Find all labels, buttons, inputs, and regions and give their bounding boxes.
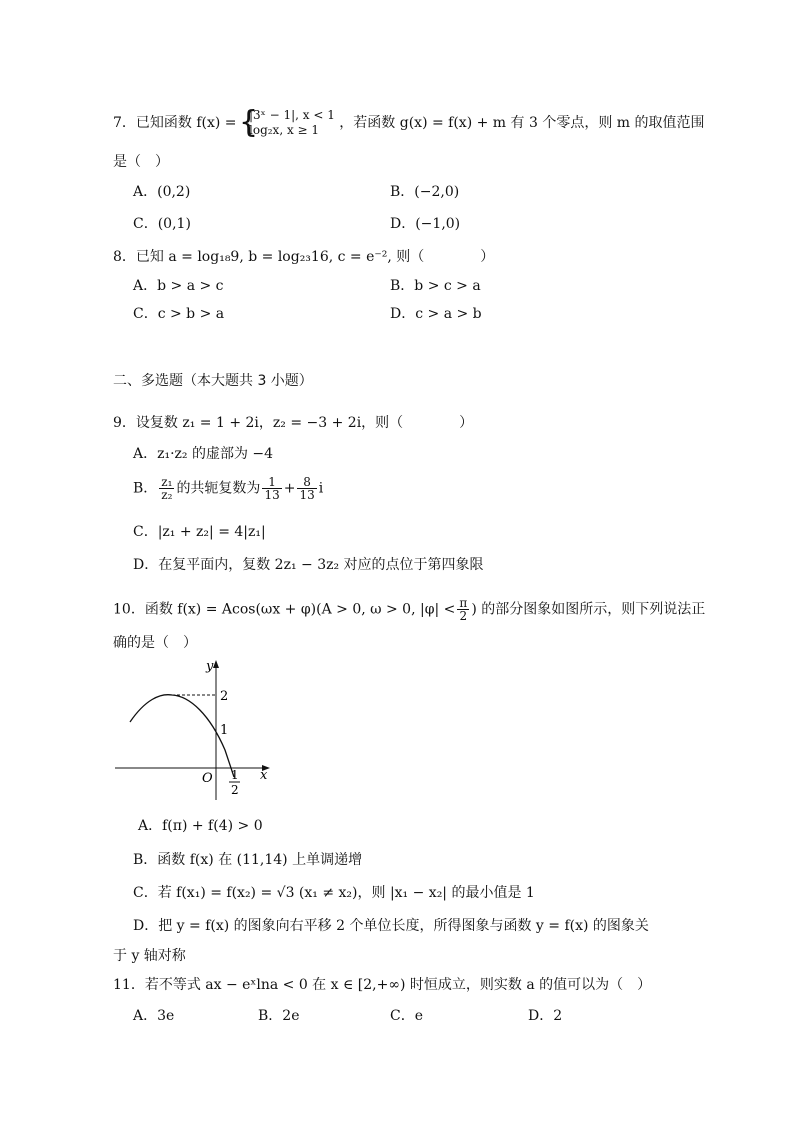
q9-stem: 9．设复数 z₁ = 1 + 2i，z₂ = −3 + 2i，则（ ） xyxy=(113,415,474,431)
q10-tick-label-2: 2 xyxy=(220,689,229,704)
q10-stem-c: 确的是（ ） xyxy=(113,635,197,651)
q9-frac-8-13 xyxy=(297,476,316,501)
q10-pi-den: 2 xyxy=(459,609,468,623)
q11-stem: 11．若不等式 ax − eˣlna < 0 在 x ∈ [2,+∞) 时恒成立，则实数 a 的值可以为（ ） xyxy=(113,977,652,993)
q10-half-den: 2 xyxy=(231,783,239,797)
q9-frac2-den: 13 xyxy=(299,488,315,502)
q9-frac1-den: 13 xyxy=(264,488,280,502)
q8-option-a: A．b > a > c xyxy=(133,278,224,294)
q10-cosine-graph xyxy=(110,655,280,800)
q9-frac-1-13 xyxy=(262,476,281,501)
q7-option-d: D．(−1,0) xyxy=(390,216,461,232)
q8-option-d: D．c > a > b xyxy=(390,306,482,322)
q9-imag-unit: i xyxy=(318,480,324,497)
q9-frac-den: z₂ xyxy=(161,488,173,502)
q11-option-a: A．3e xyxy=(133,1008,175,1024)
q7-option-b: B．(−2,0) xyxy=(390,184,460,200)
q9-frac1-num: 1 xyxy=(262,476,281,489)
q9-option-c: C．|z₁ + z₂| = 4|z₁| xyxy=(133,524,266,540)
q7-piecewise xyxy=(241,108,335,138)
q10-y-label: y xyxy=(206,659,214,674)
q10-option-d-line2: 于 y 轴对称 xyxy=(113,948,186,964)
q10-option-d-line1: D．把 y = f(x) 的图象向右平移 2 个单位长度，所得图象与函数 y = f(x) 的图象关 xyxy=(133,918,649,934)
q10-tick-label-1: 1 xyxy=(220,723,229,738)
q9-z1-over-z2 xyxy=(159,476,174,501)
q7-stem-b: ，若函数 g(x) = f(x) + m 有 3 个零点，则 m 的取值范围 xyxy=(339,115,705,131)
section-2-title: 二、多选题（本大题共 3 小题） xyxy=(113,373,313,389)
q8-option-b: B．b > c > a xyxy=(390,278,481,294)
q7-option-a: A．(0,2) xyxy=(133,184,191,200)
q10-option-b: B．函数 f(x) 在 (11,14) 上单调递增 xyxy=(133,852,363,868)
q8-option-c: C．c > b > a xyxy=(133,306,225,322)
q9-option-b-mid: 的共轭复数为 xyxy=(176,480,261,497)
q9-option-b-prefix: B． xyxy=(133,480,158,497)
q10-pi-num: π xyxy=(459,596,468,610)
q10-option-a: A．f(π) + f(4) > 0 xyxy=(138,818,263,834)
q7-case2: log₂x, x ≥ 1 xyxy=(249,123,320,137)
q8-stem: 8．已知 a = log₁₈9, b = log₂₃16, c = e⁻², 则（ ） xyxy=(113,249,495,265)
q9-option-d: D．在复平面内，复数 2z₁ − 3z₂ 对应的点位于第四象限 xyxy=(133,557,484,573)
q10-half-num: 1 xyxy=(231,768,239,782)
q10-pi-over-2 xyxy=(457,597,469,622)
q9-option-a: A．z₁·z₂ 的虚部为 −4 xyxy=(133,446,274,462)
q10-stem-line1 xyxy=(113,597,705,622)
q9-option-b xyxy=(133,476,323,501)
q10-option-c: C．若 f(x₁) = f(x₂) = √3 (x₁ ≠ x₂)，则 |x₁ − x₂| 的最小值是 1 xyxy=(133,885,535,901)
q10-origin-label: O xyxy=(202,771,213,786)
q10-y-axis-arrow xyxy=(213,660,219,668)
q9-frac2-num: 8 xyxy=(297,476,316,489)
q10-x-label: x xyxy=(260,768,268,783)
q11-option-c: C．e xyxy=(390,1008,423,1024)
q7-case1: { |3ˣ − 1|, x < 1 xyxy=(249,108,335,122)
q10-stem-a: 10．函数 f(x) = Acos(ωx + φ)(A > 0, ω > 0, |φ| < xyxy=(113,601,456,618)
q7-stem-c: 是（ ） xyxy=(113,154,169,170)
q9-frac-num: z₁ xyxy=(161,475,173,489)
q11-option-d: D．2 xyxy=(528,1008,563,1024)
q10-stem-b: ) 的部分图象如图所示，则下列说法正 xyxy=(471,601,706,618)
q7-stem-a: 7．已知函数 f(x) = xyxy=(113,115,237,131)
q7-stem-line1 xyxy=(113,108,705,138)
q9-plus: + xyxy=(283,480,296,497)
q7-option-c: C．(0,1) xyxy=(133,216,191,232)
q11-option-b: B．2e xyxy=(258,1008,300,1024)
q10-curve xyxy=(130,695,234,777)
